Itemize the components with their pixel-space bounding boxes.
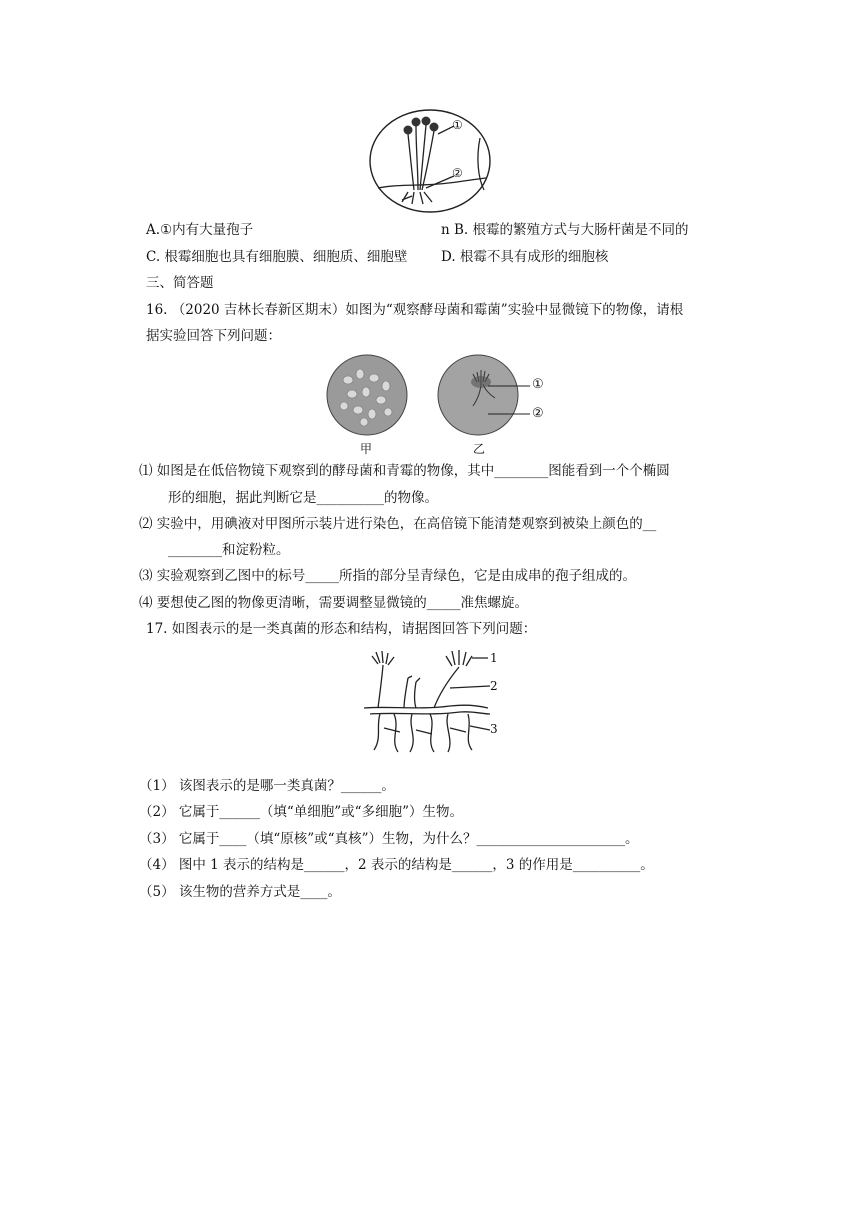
fungus-structure-figure bbox=[360, 648, 500, 756]
q16-label-1: ① bbox=[532, 377, 544, 392]
q16-stem-line1: 16. （2020 吉林长春新区期末）如图为“观察酵母菌和霉菌”实验中显微镜下的物像，请根 bbox=[146, 302, 684, 318]
q17-stem: 17. 如图表示的是一类真菌的形态和结构，请据图回答下列问题： bbox=[146, 621, 537, 637]
option-d: D. 根霉不具有成形的细胞核 bbox=[441, 249, 609, 265]
q17-item-1: （1） 该图表示的是哪一类真菌？______。 bbox=[139, 778, 395, 794]
q16-item-2: ⑵ 实验中，用碘液对甲图所示装片进行染色，在高倍镜下能清楚观察到被染上颜色的__ bbox=[139, 516, 657, 532]
section-heading: 三、简答题 bbox=[146, 275, 214, 291]
q16-caption-yi: 乙 bbox=[473, 442, 486, 456]
q16-item-2-cont: ________和淀粉粒。 bbox=[168, 542, 290, 558]
q17-label-1: 1 bbox=[490, 651, 498, 665]
q16-item-4: ⑷ 要想使乙图的物像更清晰，需要调整显微镜的_____准焦螺旋。 bbox=[139, 595, 529, 611]
yeast-micrograph bbox=[326, 354, 408, 436]
option-a: A.①内有大量孢子 bbox=[146, 222, 254, 238]
q16-item-1: ⑴ 如图是在低倍物镜下观察到的酵母菌和青霉的物像，其中________图能看到一个个椭圆 bbox=[139, 463, 670, 479]
option-b: n B. 根霉的繁殖方式与大肠杆菌是不同的 bbox=[441, 222, 689, 238]
q16-label-2: ② bbox=[532, 406, 544, 421]
penicillium-leader-lines bbox=[488, 378, 532, 422]
q17-item-2: （2） 它属于______（填“单细胞”或“多细胞”）生物。 bbox=[139, 804, 463, 820]
q16-caption-jia: 甲 bbox=[360, 442, 373, 456]
q17-item-4: （4） 图中 1 表示的结构是______，2 表示的结构是______，3 的作用是__________。 bbox=[139, 857, 654, 873]
q15-label-2: ② bbox=[452, 166, 463, 180]
q15-label-1: ① bbox=[452, 118, 463, 132]
q16-stem-line2: 据实验回答下列问题： bbox=[146, 328, 281, 344]
q17-item-5: （5） 该生物的营养方式是____。 bbox=[139, 884, 341, 900]
q16-item-1-cont: 形的细胞，据此判断它是__________的物像。 bbox=[168, 490, 438, 506]
rhizopus-figure bbox=[368, 108, 492, 214]
q17-item-3: （3） 它属于____（填“原核”或“真核”）生物，为什么？______________________。 bbox=[139, 831, 639, 847]
q17-label-2: 2 bbox=[490, 679, 498, 693]
option-c: C. 根霉细胞也具有细胞膜、细胞质、细胞壁 bbox=[146, 249, 408, 265]
q16-item-3: ⑶ 实验观察到乙图中的标号_____所指的部分呈青绿色，它是由成串的孢子组成的。 bbox=[139, 568, 637, 584]
q17-label-3: 3 bbox=[490, 722, 498, 736]
